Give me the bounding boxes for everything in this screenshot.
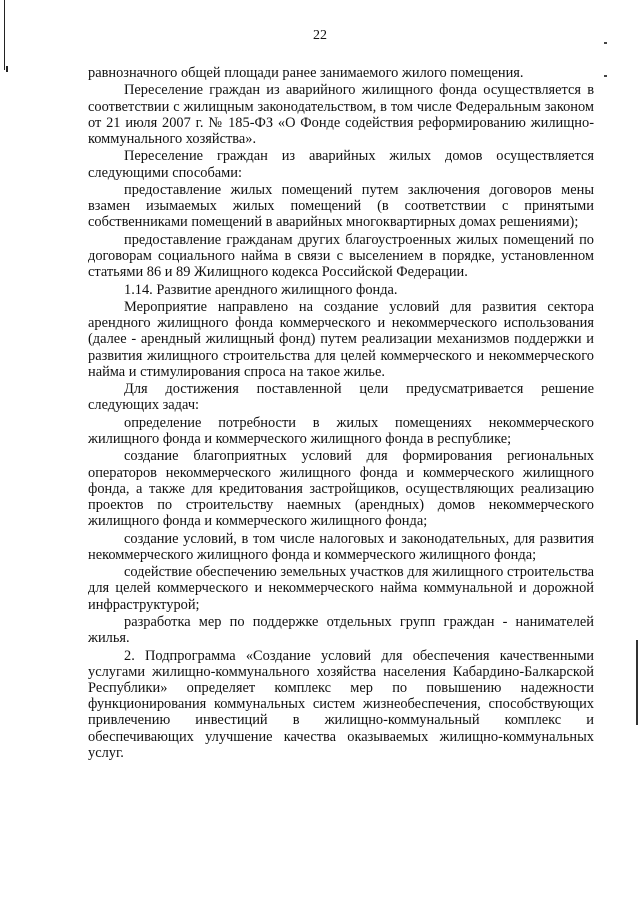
scan-speck — [604, 75, 607, 77]
section-heading: 1.14. Развитие арендного жилищного фонда. — [124, 281, 398, 298]
list-item: создание благоприятных условий для формирования региональных операторов некоммерческого жилищного фонда и коммерческого жилищного фонда, а также для кредитования застройщиков, осуществляющих реализацию проектов по строительству наемных (арендных) домов некоммерческого жилищного фонда и коммерческого жилищного фонда; — [88, 448, 594, 530]
paragraph: Переселение граждан из аварийных жилых домов осуществляется следующими способами: — [88, 148, 594, 181]
paragraph: Переселение граждан из аварийного жилищного фонда осуществляется в соответствии с жилищным законодательством, в том числе Федеральным законом от 21 июля 2007 г. № 185-ФЗ «О Фонде содействия реформированию жилищно-коммунального хозяйства». — [88, 82, 594, 147]
paragraph: предоставление гражданам других благоустроенных жилых помещений по договорам социального найма в связи с выселением в порядке, установленном статьями 86 и 89 Жилищного кодекса Российской Федерации. — [88, 231, 594, 281]
paragraph: 2. Подпрограмма «Создание условий для обеспечения качественными услугами жилищно-коммунального хозяйства населения Кабардино-Балкарской Республики» определяет комплекс мер по повышению надежности функционирования коммунальных систем жизнеобеспечения, способствующих привлечению инвестиций в жилищно-коммунальный комплекс и обеспечивающих улучшение качества оказываемых жилищно-коммунальных услуг. — [88, 647, 594, 761]
page-number: 22 — [313, 28, 327, 43]
list-item: создание условий, в том числе налоговых и законодательных, для развития некоммерческого жилищного фонда и коммерческого жилищного фонда; — [88, 530, 594, 563]
scan-edge-right — [636, 640, 638, 725]
list-item: определение потребности в жилых помещениях некоммерческого жилищного фонда и коммерческого жилищного фонда в республике; — [88, 414, 594, 447]
list-item: разработка мер по поддержке отдельных групп граждан - нанимателей жилья. — [88, 613, 594, 647]
paragraph: равнозначного общей площади ранее занимаемого жилого помещения. — [88, 65, 524, 81]
paragraph: Мероприятие направлено на создание условий для развития сектора арендного жилищного фонда коммерческого и некоммерческого использования (далее - арендный жилищный фонд) путем реализации механизмов поддержки и развития жилищного строительства для целей коммерческого и некоммерческого найма и стимулирования спроса на такое жилье. — [88, 298, 594, 380]
paragraph: предоставление жилых помещений путем заключения договоров мены взамен изымаемых жилых помещений (в соответствии с принятыми собственниками помещений в аварийных многоквартирных домах решениями); — [88, 181, 594, 231]
list-item: содействие обеспечению земельных участков для жилищного строительства для целей коммерческого и некоммерческого найма коммунальной и дорожной инфраструктурой; — [88, 564, 594, 613]
scan-edge-left-mark — [6, 66, 8, 72]
paragraph: Для достижения поставленной цели предусматривается решение следующих задач: — [88, 381, 594, 414]
document-body — [88, 65, 594, 762]
